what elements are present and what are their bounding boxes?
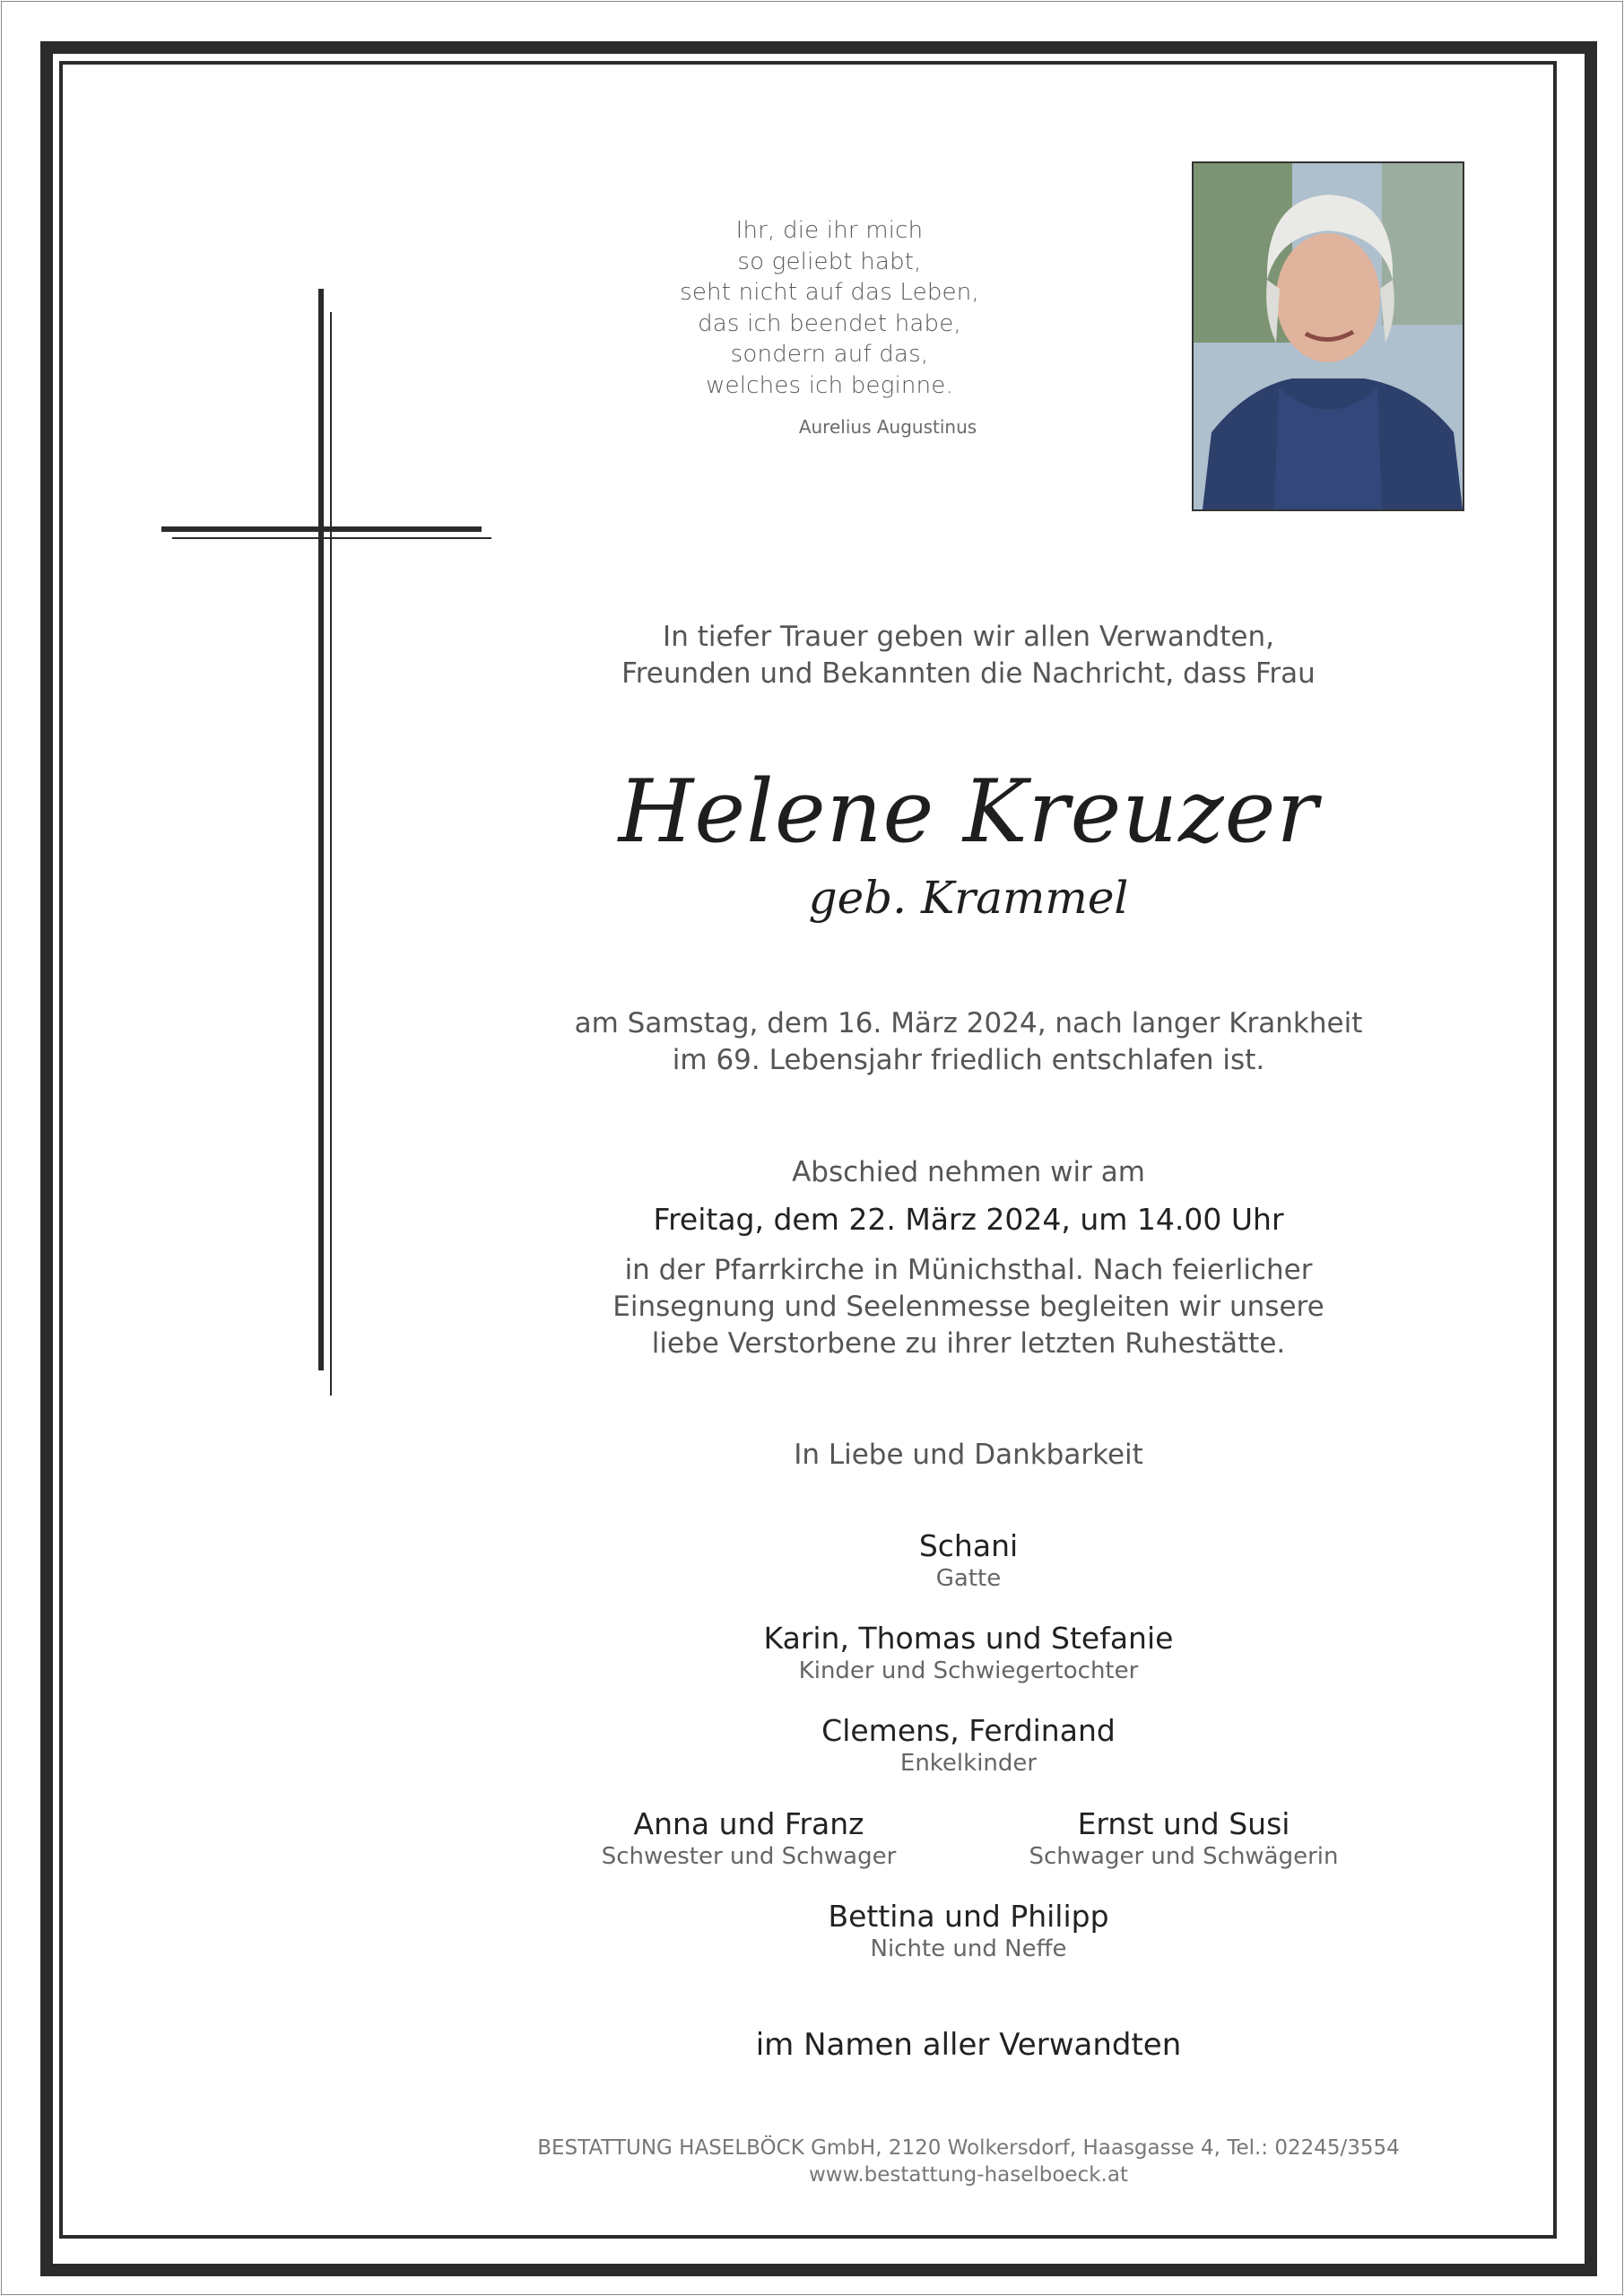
death-notice (502, 1005, 1435, 1079)
poem-line: welches ich beginne. (706, 371, 953, 399)
portrait-photo (1192, 161, 1464, 511)
mourner-relation: Nichte und Neffe (870, 1935, 1067, 1962)
poem-author: Aurelius Augustinus (798, 416, 977, 438)
mourner-entry (682, 1621, 1255, 1685)
mourner-name: Bettina und Philipp (828, 1899, 1109, 1934)
gratitude-line: In Liebe und Dankbarkeit (794, 1439, 1143, 1471)
mourner-relation: Schwager und Schwägerin (1029, 1843, 1339, 1870)
mourner-entry (682, 1713, 1255, 1778)
poem-line: das ich beendet habe, (698, 309, 961, 337)
service-details (502, 1252, 1435, 1362)
announcement-intro (502, 619, 1435, 692)
mourner-name: Clemens, Ferdinand (821, 1713, 1116, 1748)
mourner-relation: Enkelkinder (899, 1750, 1038, 1777)
mourner-relation: Schwester und Schwager (601, 1843, 897, 1870)
footer-website[interactable]: www.bestattung-haselboeck.at (809, 2163, 1128, 2187)
poem-line: sondern auf das, (730, 341, 929, 368)
mourner-entry (682, 1899, 1255, 1963)
intro-line: Freunden und Bekannten die Nachricht, dass Frau (621, 657, 1316, 690)
mourner-relation: Kinder und Schwiegertochter (798, 1657, 1139, 1684)
service-line: in der Pfarrkirche in Münichsthal. Nach feierlicher (624, 1254, 1313, 1286)
mourner-name: Schani (918, 1528, 1019, 1563)
mourner-name: Anna und Franz (633, 1806, 864, 1841)
footer-company: BESTATTUNG HASELBÖCK GmbH, 2120 Wolkersdorf, Haasgasse 4, Tel.: 02245/3554 (537, 2136, 1400, 2160)
cross-vertical-bar (318, 289, 324, 1370)
mourner-name: Ernst und Susi (1077, 1806, 1290, 1841)
mourner-entry (560, 1806, 937, 1871)
death-line: am Samstag, dem 16. März 2024, nach langer Krankheit (574, 1007, 1363, 1039)
poem-line: seht nicht auf das Leben, (680, 279, 979, 306)
intro-line: In tiefer Trauer geben wir allen Verwandten, (663, 621, 1274, 653)
closing-line: im Namen aller Verwandten (755, 2027, 1182, 2063)
portrait-image (1194, 163, 1463, 509)
deceased-name: Helene Kreuzer (618, 761, 1319, 862)
farewell-intro: Abschied nehmen wir am (792, 1156, 1145, 1188)
cross-horizontal-shadow (172, 537, 491, 539)
mourner-entry (682, 1528, 1255, 1593)
funeral-home-footer (502, 2135, 1435, 2188)
service-line: Einsegnung und Seelenmesse begleiten wir unsere (612, 1291, 1324, 1323)
poem-line: Ihr, die ihr mich (735, 217, 924, 244)
poem (628, 215, 1031, 401)
service-date: Freitag, dem 22. März 2024, um 14.00 Uhr (653, 1202, 1284, 1237)
maiden-name: geb. Krammel (808, 872, 1129, 924)
poem-line: so geliebt habt, (737, 248, 922, 275)
mourner-name: Karin, Thomas und Stefanie (763, 1621, 1174, 1656)
cross-horizontal-bar (161, 526, 482, 532)
death-line: im 69. Lebensjahr friedlich entschlafen ist. (672, 1044, 1265, 1076)
mourner-relation: Gatte (935, 1565, 1002, 1592)
cross-vertical-shadow (330, 312, 332, 1396)
service-line: liebe Verstorbene zu ihrer letzten Ruhestätte. (651, 1327, 1286, 1360)
mourner-entry (986, 1806, 1381, 1871)
